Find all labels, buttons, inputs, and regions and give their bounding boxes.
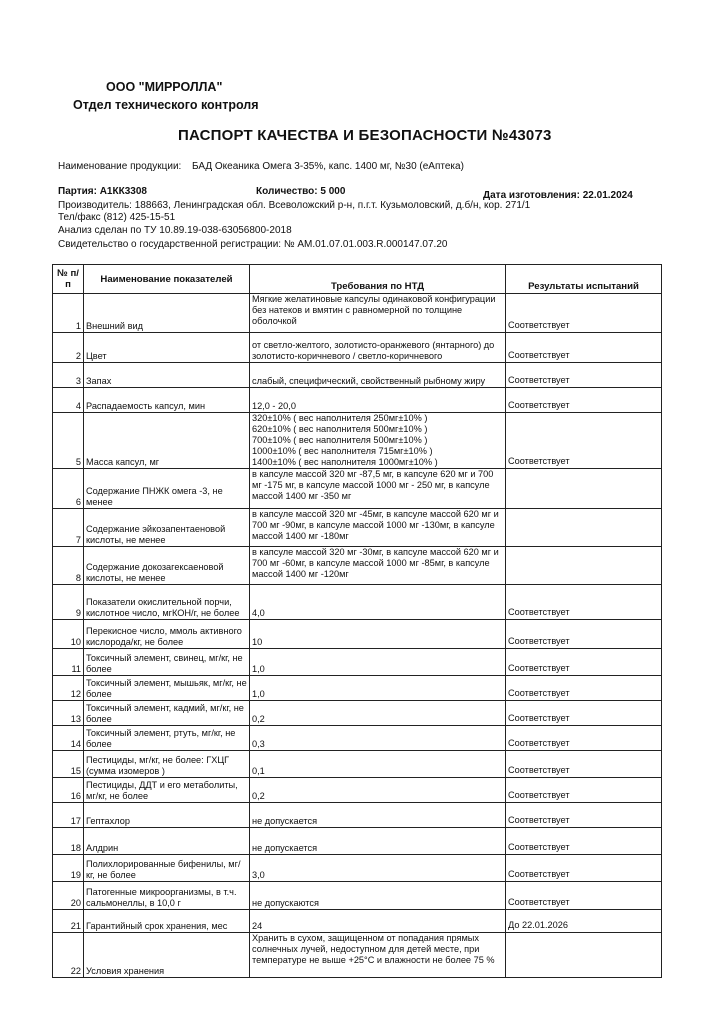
table-row — [53, 726, 662, 751]
quality-table — [52, 264, 662, 978]
row-parameter: Полихлорированные бифенилы, мг/кг, не более — [84, 855, 250, 882]
table-row — [53, 333, 662, 363]
row-parameter: Содержание ПНЖК омега -3, не менее — [84, 469, 250, 509]
table-row — [53, 469, 662, 509]
row-number: 14 — [53, 726, 84, 751]
row-requirement: 24 — [250, 910, 506, 933]
table-row — [53, 751, 662, 778]
row-parameter: Гарантийный срок хранения, мес — [84, 910, 250, 933]
table-body — [53, 294, 662, 978]
row-number: 2 — [53, 333, 84, 363]
row-result: Соответствует — [506, 778, 662, 803]
row-number: 22 — [53, 933, 84, 978]
row-number: 15 — [53, 751, 84, 778]
row-requirement: не допускаются — [250, 882, 506, 910]
row-number: 10 — [53, 620, 84, 649]
row-result: Соответствует — [506, 751, 662, 778]
row-result: Соответствует — [506, 413, 662, 469]
table-row — [53, 388, 662, 413]
row-number: 20 — [53, 882, 84, 910]
row-parameter: Пестициды, ДДТ и его метаболиты, мг/кг, не более — [84, 778, 250, 803]
row-parameter: Запах — [84, 363, 250, 388]
row-requirement: 1,0 — [250, 676, 506, 701]
row-number: 11 — [53, 649, 84, 676]
header-name: Наименование показателей — [84, 265, 250, 294]
table-row — [53, 910, 662, 933]
row-requirement: 1,0 — [250, 649, 506, 676]
row-parameter: Алдрин — [84, 828, 250, 855]
row-result: Соответствует — [506, 388, 662, 413]
row-parameter: Показатели окислительной порчи, кислотное число, мгКОН/г, не более — [84, 585, 250, 620]
header-requirements: Требования по НТД — [250, 265, 506, 294]
row-parameter: Внешний вид — [84, 294, 250, 333]
table-row — [53, 649, 662, 676]
row-requirement: Хранить в сухом, защищенном от попадания прямых солнечных лучей, недоступном для детей месте, при температуре не выше +25°С и влажности не более 75 % — [250, 933, 506, 978]
row-parameter: Токсичный элемент, кадмий, мг/кг, не более — [84, 701, 250, 726]
row-result — [506, 469, 662, 509]
row-result: Соответствует — [506, 803, 662, 828]
row-number: 9 — [53, 585, 84, 620]
row-result: Соответствует — [506, 676, 662, 701]
row-number: 3 — [53, 363, 84, 388]
phone-fax: Тел/факс (812) 425-15-51 — [58, 212, 176, 223]
row-number: 21 — [53, 910, 84, 933]
row-result: Соответствует — [506, 726, 662, 751]
row-requirement: слабый, специфический, свойственный рыбному жиру — [250, 363, 506, 388]
department-name: Отдел технического контроля — [73, 98, 259, 112]
row-parameter: Масса капсул, мг — [84, 413, 250, 469]
row-requirement: 0,2 — [250, 701, 506, 726]
table-row — [53, 413, 662, 469]
table-row — [53, 620, 662, 649]
row-result — [506, 547, 662, 585]
table-row — [53, 363, 662, 388]
row-requirement: 0,2 — [250, 778, 506, 803]
table-header-row — [53, 265, 662, 294]
table-row — [53, 828, 662, 855]
row-result: Соответствует — [506, 701, 662, 726]
row-result: Соответствует — [506, 363, 662, 388]
row-number: 5 — [53, 413, 84, 469]
row-number: 12 — [53, 676, 84, 701]
row-requirement: 320±10% ( вес наполнителя 250мг±10% ) 620±10% ( вес наполнителя 500мг±10% ) 700±10% ( вес наполнителя 500мг±10% ) 1000±10% ( вес наполнителя 715мг±10% ) 1400±10% ( вес наполнителя 1000мг±10% ) — [250, 413, 506, 469]
document-title: ПАСПОРТ КАЧЕСТВА И БЕЗОПАСНОСТИ №43073 — [178, 127, 552, 144]
row-result — [506, 509, 662, 547]
row-requirement: 0,1 — [250, 751, 506, 778]
table-row — [53, 778, 662, 803]
registration-certificate: Свидетельство о государственной регистрации: № АМ.01.07.01.003.R.000147.07.20 — [58, 239, 448, 250]
analysis-standard: Анализ сделан по ТУ 10.89.19-038-63056800-2018 — [58, 225, 292, 236]
row-requirement: 0,3 — [250, 726, 506, 751]
row-requirement: 12,0 - 20,0 — [250, 388, 506, 413]
row-number: 16 — [53, 778, 84, 803]
row-number: 19 — [53, 855, 84, 882]
row-parameter: Условия хранения — [84, 933, 250, 978]
row-number: 4 — [53, 388, 84, 413]
row-result: Соответствует — [506, 882, 662, 910]
row-parameter: Токсичный элемент, мышьяк, мг/кг, не более — [84, 676, 250, 701]
row-result: До 22.01.2026 — [506, 910, 662, 933]
row-parameter: Распадаемость капсул, мин — [84, 388, 250, 413]
producer-address: Производитель: 188663, Ленинградская обл. Всеволожский р-н, п.г.т. Кузьмоловский, д.б/н, кор. 271/1 — [58, 200, 531, 211]
row-requirement: в капсуле массой 320 мг -30мг, в капсуле массой 620 мг и 700 мг -60мг, в капсуле массой 1000 мг -85мг, в капсуле массой 1400 мг -120мг — [250, 547, 506, 585]
row-result: Соответствует — [506, 620, 662, 649]
organization-name: ООО "МИРРОЛЛА" — [106, 80, 223, 94]
row-parameter: Содержание эйкозапентаеновой кислоты, не менее — [84, 509, 250, 547]
product-value: БАД Океаника Омега 3-35%, капс. 1400 мг, №30 (еАптека) — [192, 161, 464, 172]
quantity: Количество: 5 000 — [256, 186, 346, 197]
row-result: Соответствует — [506, 585, 662, 620]
row-parameter: Цвет — [84, 333, 250, 363]
row-number: 8 — [53, 547, 84, 585]
batch-number: Партия: А1КК3308 — [58, 186, 147, 197]
row-parameter: Перекисное число, ммоль активного кислорода/кг, не более — [84, 620, 250, 649]
row-requirement: не допускается — [250, 828, 506, 855]
row-parameter: Пестициды, мг/кг, не более: ГХЦГ (сумма изомеров ) — [84, 751, 250, 778]
row-requirement: 3,0 — [250, 855, 506, 882]
row-requirement: 10 — [250, 620, 506, 649]
row-result: Соответствует — [506, 649, 662, 676]
header-results: Результаты испытаний — [506, 265, 662, 294]
row-number: 18 — [53, 828, 84, 855]
row-requirement: в капсуле массой 320 мг -87,5 мг, в капсуле 620 мг и 700 мг -175 мг, в капсуле массой 1000 мг - 250 мг, в капсуле массой 1400 мг -350 мг — [250, 469, 506, 509]
row-parameter: Токсичный элемент, ртуть, мг/кг, не более — [84, 726, 250, 751]
table-row — [53, 676, 662, 701]
table-row — [53, 547, 662, 585]
row-result: Соответствует — [506, 828, 662, 855]
product-label: Наименование продукции: — [58, 161, 182, 172]
row-parameter: Содержание докозагексаеновой кислоты, не менее — [84, 547, 250, 585]
row-parameter: Гептахлор — [84, 803, 250, 828]
row-result — [506, 933, 662, 978]
table-row — [53, 294, 662, 333]
row-requirement: не допускается — [250, 803, 506, 828]
table-row — [53, 882, 662, 910]
row-requirement: 4,0 — [250, 585, 506, 620]
row-requirement: Мягкие желатиновые капсулы одинаковой конфигурации без натеков и вмятин с равномерной по толщине оболочкой — [250, 294, 506, 333]
table-row — [53, 701, 662, 726]
manufacture-date: Дата изготовления: 22.01.2024 — [483, 190, 633, 201]
row-parameter: Патогенные микроорганизмы, в т.ч. сальмонеллы, в 10,0 г — [84, 882, 250, 910]
table-row — [53, 585, 662, 620]
row-requirement: в капсуле массой 320 мг -45мг, в капсуле массой 620 мг и 700 мг -90мг, в капсуле массой 1000 мг -130мг, в капсуле массой 1400 мг -180мг — [250, 509, 506, 547]
row-number: 17 — [53, 803, 84, 828]
row-number: 6 — [53, 469, 84, 509]
row-number: 13 — [53, 701, 84, 726]
row-parameter: Токсичный элемент, свинец, мг/кг, не более — [84, 649, 250, 676]
table-row — [53, 933, 662, 978]
header-num: № п/п — [53, 265, 84, 294]
table-row — [53, 509, 662, 547]
row-requirement: от светло-желтого, золотисто-оранжевого (янтарного) до золотисто-коричневого / светло-коричневого — [250, 333, 506, 363]
row-result: Соответствует — [506, 855, 662, 882]
table-row — [53, 855, 662, 882]
row-number: 1 — [53, 294, 84, 333]
row-number: 7 — [53, 509, 84, 547]
row-result: Соответствует — [506, 294, 662, 333]
table-row — [53, 803, 662, 828]
row-result: Соответствует — [506, 333, 662, 363]
